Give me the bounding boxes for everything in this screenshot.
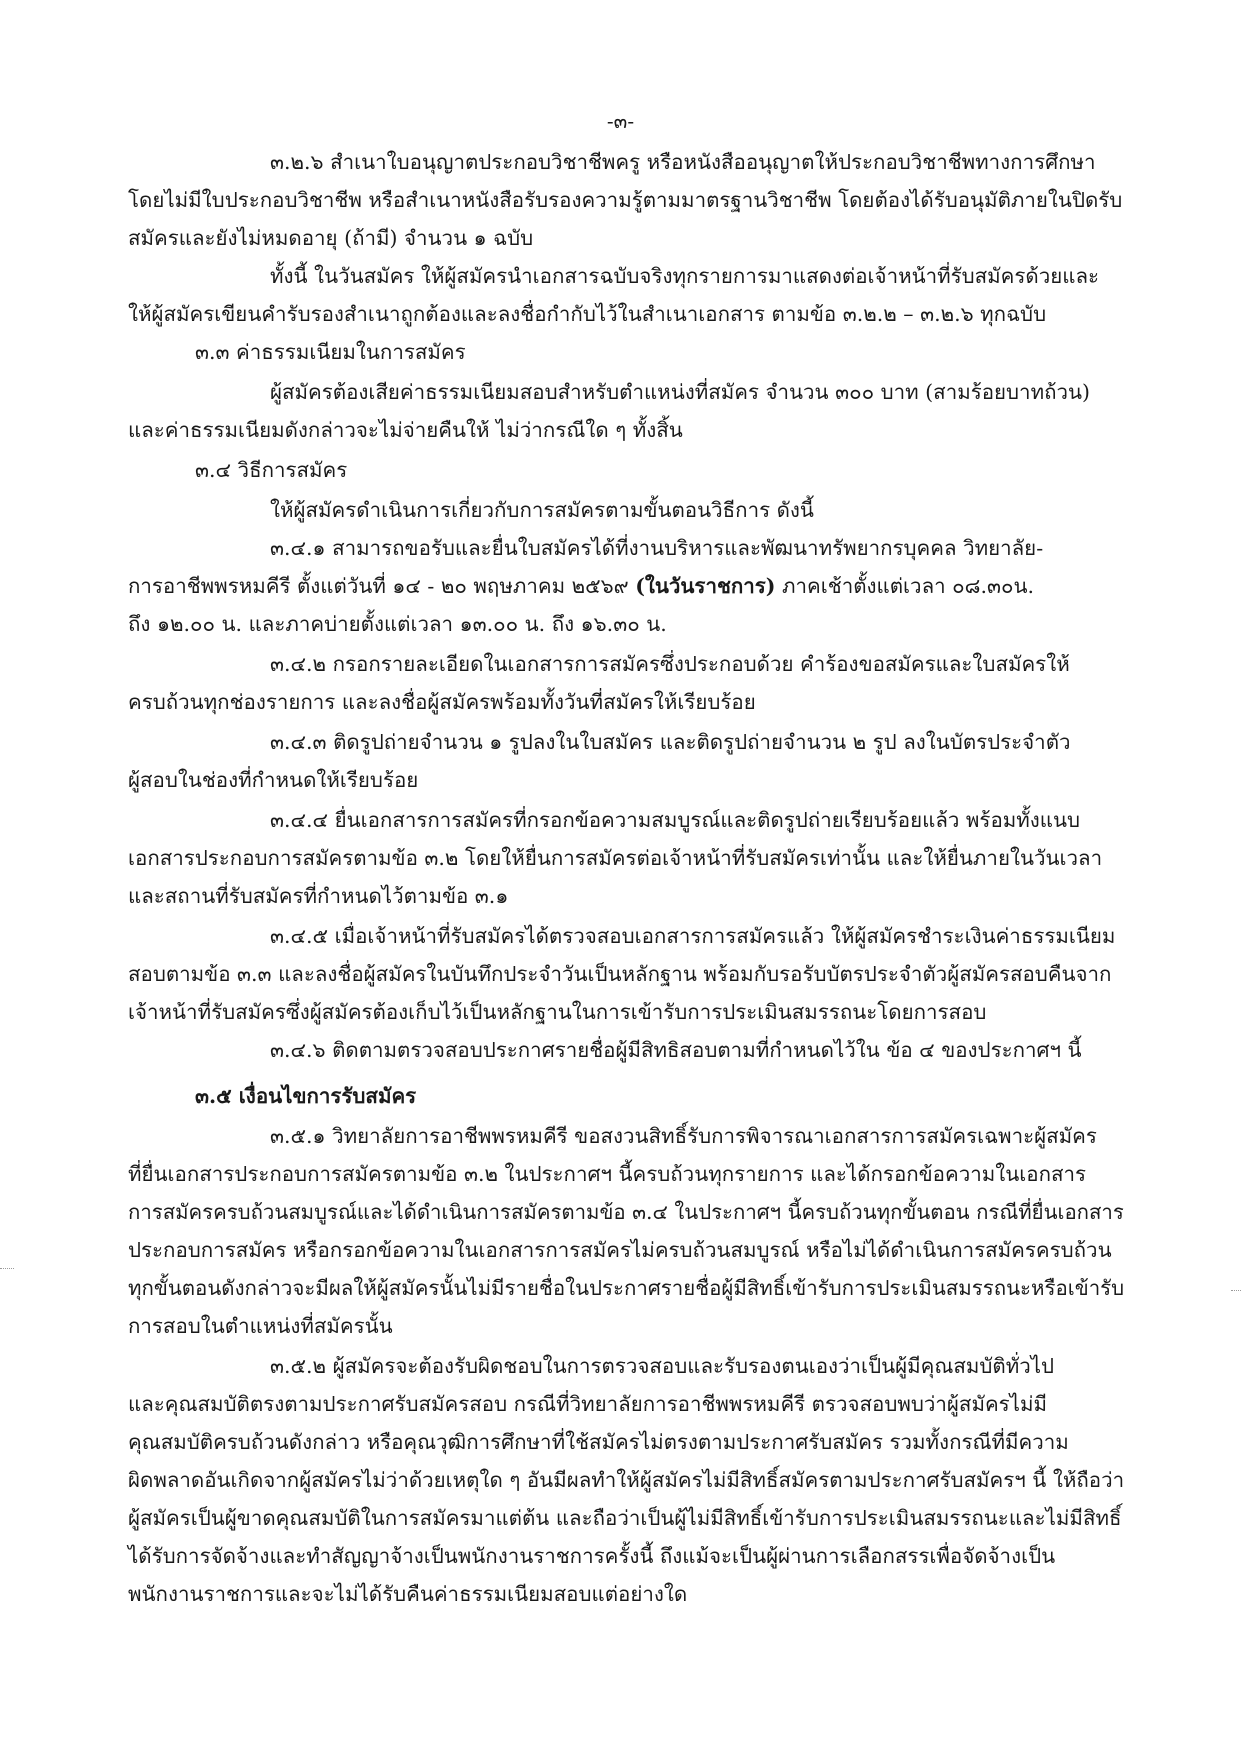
text-line: ๓.๔.๔ ยื่นเอกสารการสมัครที่กรอกข้อความสมบูรณ์และติดรูปถ่ายเรียบร้อยแล้ว พร้อมทั้งแนบ	[270, 808, 1081, 832]
text-line: ถึง ๑๒.๐๐ น. และภาคบ่ายตั้งแต่เวลา ๑๓.๐๐ น. ถึง ๑๖.๓๐ น.	[128, 612, 667, 636]
text-line: ๓.๔.๖ ติดตามตรวจสอบประกาศรายชื่อผู้มีสิทธิสอบตามที่กำหนดไว้ใน ข้อ ๔ ของประกาศฯ นี้	[270, 1038, 1082, 1062]
scan-edge-mark	[0, 1268, 14, 1279]
text-line: ให้ผู้สมัครเขียนคำรับรองสำเนาถูกต้องและลงชื่อกำกับไว้ในสำเนาเอกสาร ตามข้อ ๓.๒.๒ – ๓.๒.๖ ทุกฉบับ	[128, 302, 1047, 326]
text-line: ผิดพลาดอันเกิดจากผู้สมัครไม่ว่าด้วยเหตุใด ๆ อันมีผลทำให้ผู้สมัครไม่มีสิทธิ์สมัครตามประกาศรับสมัครฯ นี้ ให้ถือว่า	[128, 1468, 1125, 1492]
text-line: ๓.๔.๕ เมื่อเจ้าหน้าที่รับสมัครได้ตรวจสอบเอกสารการสมัครแล้ว ให้ผู้สมัครชำระเงินค่าธรรมเนียม	[270, 924, 1116, 948]
bold-text-segment: (ในวันราชการ)	[635, 574, 776, 598]
text-line: การสอบในตำแหน่งที่สมัครนั้น	[128, 1314, 393, 1338]
text-line: ได้รับการจัดจ้างและทำสัญญาจ้างเป็นพนักงานราชการครั้งนี้ ถึงแม้จะเป็นผู้ผ่านการเลือกสรรเพื่อจัดจ้างเป็น	[128, 1544, 1056, 1568]
text-line: สมัครและยังไม่หมดอายุ (ถ้ามี) จำนวน ๑ ฉบับ	[128, 226, 534, 250]
text-line: ที่ยื่นเอกสารประกอบการสมัครตามข้อ ๓.๒ ในประกาศฯ นี้ครบถ้วนทุกรายการ และได้กรอกข้อความในเอกสาร	[128, 1162, 1087, 1186]
text-line: และคุณสมบัติตรงตามประกาศรับสมัครสอบ กรณีที่วิทยาลัยการอาชีพพรหมคีรี ตรวจสอบพบว่าผู้สมัครไม่มี	[128, 1392, 1048, 1416]
text-line: โดยไม่มีใบประกอบวิชาชีพ หรือสำเนาหนังสือรับรองความรู้ตามมาตรฐานวิชาชีพ โดยต้องได้รับอนุมัติภายในปิดรับ	[128, 188, 1123, 212]
text-segment: ภาคเช้าตั้งแต่เวลา ๐๘.๓๐น.	[775, 574, 1035, 598]
text-line: เจ้าหน้าที่รับสมัครซึ่งผู้สมัครต้องเก็บไว้เป็นหลักฐานในการเข้ารับการประเมินสมรรถนะโดยการสอบ	[128, 1000, 987, 1024]
text-line: ให้ผู้สมัครดำเนินการเกี่ยวกับการสมัครตามขั้นตอนวิธีการ ดังนี้	[270, 498, 814, 522]
text-line	[128, 570, 1034, 602]
text-line: ครบถ้วนทุกช่องรายการ และลงชื่อผู้สมัครพร้อมทั้งวันที่สมัครให้เรียบร้อย	[128, 690, 756, 714]
section-heading: ๓.๔ วิธีการสมัคร	[195, 458, 348, 482]
text-line: ผู้สอบในช่องที่กำหนดให้เรียบร้อย	[128, 768, 419, 792]
page-number: -๓-	[606, 109, 635, 133]
text-segment: การอาชีพพรหมคีรี ตั้งแต่วันที่ ๑๔ - ๒๐ พฤษภาคม ๒๕๖๙	[128, 574, 636, 598]
text-line: ๓.๔.๓ ติดรูปถ่ายจำนวน ๑ รูปลงในใบสมัคร และติดรูปถ่ายจำนวน ๒ รูป ลงในบัตรประจำตัว	[270, 730, 1071, 754]
text-line: เอกสารประกอบการสมัครตามข้อ ๓.๒ โดยให้ยื่นการสมัครต่อเจ้าหน้าที่รับสมัครเท่านั้น และให้ยื่นภายในวันเวลา	[128, 846, 1103, 870]
text-line: ๓.๕.๑ วิทยาลัยการอาชีพพรหมคีรี ขอสงวนสิทธิ์รับการพิจารณาเอกสารการสมัครเฉพาะผู้สมัคร	[270, 1124, 1097, 1148]
text-line: คุณสมบัติครบถ้วนดังกล่าว หรือคุณวุฒิการศึกษาที่ใช้สมัครไม่ตรงตามประกาศรับสมัคร รวมทั้งกรณีที่มีความ	[128, 1430, 1069, 1454]
scan-edge-mark	[1231, 1290, 1241, 1299]
text-line: สอบตามข้อ ๓.๓ และลงชื่อผู้สมัครในบันทึกประจำวันเป็นหลักฐาน พร้อมกับรอรับบัตรประจำตัวผู้สมัครสอบคืนจาก	[128, 962, 1112, 986]
text-line: ทุกขั้นตอนดังกล่าวจะมีผลให้ผู้สมัครนั้นไม่มีรายชื่อในประกาศรายชื่อผู้มีสิทธิ์เข้ารับการประเมินสมรรถนะหรือเข้ารับ	[128, 1276, 1125, 1300]
text-line: ๓.๕.๒ ผู้สมัครจะต้องรับผิดชอบในการตรวจสอบและรับรองตนเองว่าเป็นผู้มีคุณสมบัติทั่วไป	[270, 1354, 1055, 1378]
text-line: ๓.๔.๑ สามารถขอรับและยื่นใบสมัครได้ที่งานบริหารและพัฒนาทรัพยากรบุคคล วิทยาลัย-	[270, 536, 1044, 560]
text-line: ทั้งนี้ ในวันสมัคร ให้ผู้สมัครนำเอกสารฉบับจริงทุกรายการมาแสดงต่อเจ้าหน้าที่รับสมัครด้วยและ	[270, 264, 1100, 288]
section-heading: ๓.๕ เงื่อนไขการรับสมัคร	[195, 1084, 417, 1108]
text-line: และค่าธรรมเนียมดังกล่าวจะไม่จ่ายคืนให้ ไม่ว่ากรณีใด ๆ ทั้งสิ้น	[128, 418, 683, 442]
text-line: การสมัครครบถ้วนสมบูรณ์และได้ดำเนินการสมัครตามข้อ ๓.๔ ในประกาศฯ นี้ครบถ้วนทุกขั้นตอน กรณีที่ยื่นเอกสาร	[128, 1200, 1124, 1224]
text-line: พนักงานราชการและจะไม่ได้รับคืนค่าธรรมเนียมสอบแต่อย่างใด	[128, 1582, 688, 1606]
text-line: ผู้สมัครต้องเสียค่าธรรมเนียมสอบสำหรับตำแหน่งที่สมัคร จำนวน ๓๐๐ บาท (สามร้อยบาทถ้วน)	[270, 380, 1091, 404]
section-heading: ๓.๓ ค่าธรรมเนียมในการสมัคร	[195, 340, 466, 364]
text-line: ๓.๔.๒ กรอกรายละเอียดในเอกสารการสมัครซึ่งประกอบด้วย คำร้องขอสมัครและใบสมัครให้	[270, 652, 1070, 676]
text-line: และสถานที่รับสมัครที่กำหนดไว้ตามข้อ ๓.๑	[128, 884, 509, 908]
text-line: ผู้สมัครเป็นผู้ขาดคุณสมบัติในการสมัครมาแต่ต้น และถือว่าเป็นผู้ไม่มีสิทธิ์เข้ารับการประเมินสมรรถนะและไม่มีสิทธิ์	[128, 1506, 1122, 1530]
text-line: ประกอบการสมัคร หรือกรอกข้อความในเอกสารการสมัครไม่ครบถ้วนสมบูรณ์ หรือไม่ได้ดำเนินการสมัครครบถ้วน	[128, 1238, 1112, 1262]
text-line: ๓.๒.๖ สำเนาใบอนุญาตประกอบวิชาชีพครู หรือหนังสืออนุญาตให้ประกอบวิชาชีพทางการศึกษา	[270, 150, 1096, 174]
